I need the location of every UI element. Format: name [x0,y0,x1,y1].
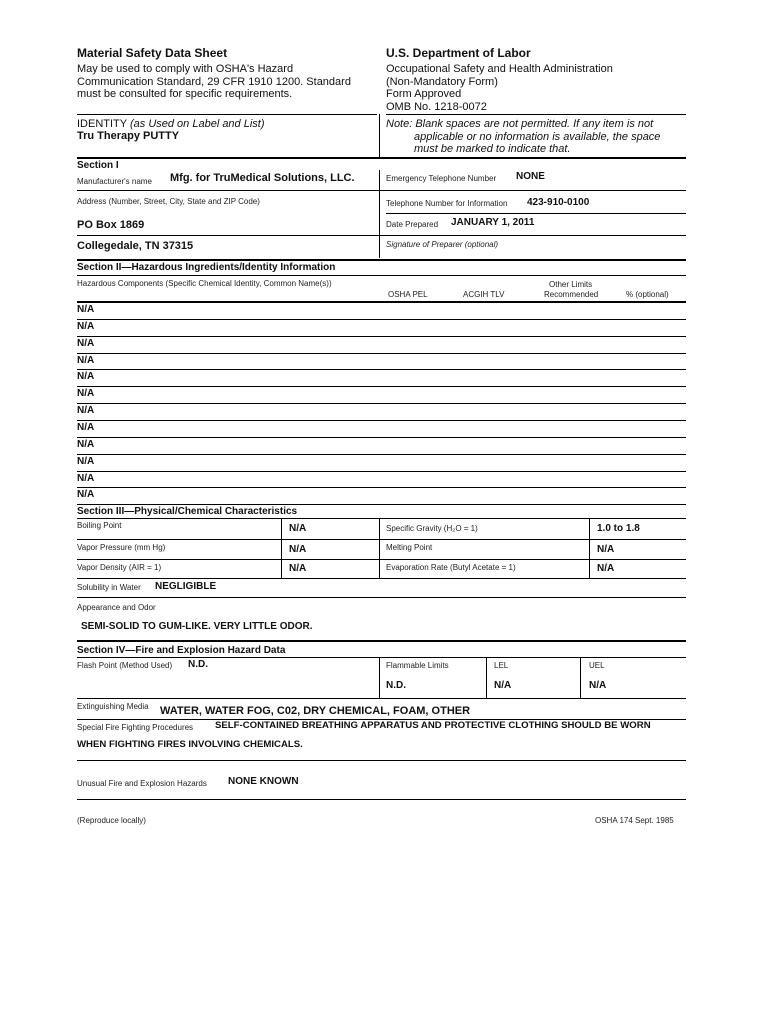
divider [77,760,686,761]
manufacturer-label: Manufacturer's name [77,177,152,186]
date-prepared-value: JANUARY 1, 2011 [451,217,535,228]
row-divider [77,437,686,438]
emergency-phone-label: Emergency Telephone Number [386,174,497,183]
row-divider [77,353,686,354]
section-4-title: Section IV—Fire and Explosion Hazard Data [77,645,286,656]
divider [77,597,686,598]
identity-value: Tru Therapy PUTTY [77,130,180,142]
row-divider [77,319,686,320]
section-3-title: Section III—Physical/Chemical Characteristics [77,506,298,517]
ingredient-row: N/A [77,438,95,450]
vapor-pressure-value: N/A [289,544,307,555]
department-title: U.S. Department of Labor [386,46,531,60]
lel-value: N/A [494,680,512,691]
col-other-limits: Other Limits [549,280,593,289]
ingredient-row: N/A [77,421,95,433]
ingredient-row: N/A [77,405,95,417]
row-divider [77,336,686,337]
row-divider [77,487,686,488]
note-line-2: applicable or no information is available, the space [414,130,661,143]
divider [379,114,380,159]
unusual-hazards-label: Unusual Fire and Explosion Hazards [77,779,207,788]
col-percent: % (optional) [626,290,669,299]
address-line-2: Collegedale, TN 37315 [77,240,194,252]
melting-point-value: N/A [597,544,615,555]
address-label: Address (Number, Street, City, State and ZIP Code) [77,197,260,206]
divider [77,799,686,800]
divider [77,578,686,579]
divider [77,518,686,519]
uel-label: UEL [589,661,605,670]
header-intro-line-3: must be consulted for specific requirements. [77,88,293,100]
ingredient-row: N/A [77,489,95,501]
section-2-title: Section II—Hazardous Ingredients/Identity Information [77,262,336,273]
divider [386,213,686,214]
solubility-value: NEGLIGIBLE [155,581,217,592]
divider [77,114,377,115]
note-line-1: Note: Blank spaces are not permitted. If any item is not [386,118,654,130]
manufacturer-value: Mfg. for TruMedical Solutions, LLC. [170,172,355,184]
divider [77,301,686,303]
agency-line-1: Occupational Safety and Health Administration [386,63,613,75]
divider [281,518,282,579]
divider [77,559,686,560]
row-divider [77,454,686,455]
divider [379,657,380,698]
section-1-title: Section I [77,160,119,171]
info-phone-label: Telephone Number for Information [386,199,508,208]
specific-gravity-label: Specific Gravity (H₂O = 1) [386,524,478,533]
col-recommended: Recommended [544,290,599,299]
section-divider [77,157,686,159]
col-osha-pel: OSHA PEL [388,290,428,299]
evaporation-rate-label: Evaporation Rate (Butyl Acetate = 1) [386,563,516,572]
date-prepared-label: Date Prepared [386,220,439,229]
note-line-3: must be marked to indicate that. [414,143,571,155]
flash-point-label: Flash Point (Method Used) [77,661,173,670]
header-intro-line-2: Communication Standard, 29 CFR 1910 1200. Standard [77,75,351,88]
row-divider [77,420,686,421]
vapor-density-value: N/A [289,563,307,574]
divider [77,698,686,699]
row-divider [77,403,686,404]
flammable-limits-value: N.D. [386,680,406,691]
col-acgih-tlv: ACGIH TLV [463,290,505,299]
ingredient-row: N/A [77,304,95,315]
row-divider [77,471,686,472]
ingredient-row: N/A [77,455,95,467]
uel-value: N/A [589,680,607,691]
ingredient-row: N/A [77,371,95,383]
identity-label: IDENTITY (as Used on Label and List) [77,118,265,130]
ingredient-row: N/A [77,337,95,349]
evaporation-rate-value: N/A [597,563,615,574]
header-intro-line-1: May be used to comply with OSHA's Hazard [77,63,294,75]
lel-label: LEL [494,661,509,670]
divider [589,518,590,579]
agency-line-3: Form Approved [386,88,462,100]
form-title: Material Safety Data Sheet [77,46,228,60]
divider [580,657,581,698]
extinguishing-media-label: Extinguishing Media [77,702,149,711]
agency-line-2: (Non-Mandatory Form) [386,75,498,88]
divider [77,190,686,191]
special-procedures-value-1: SELF-CONTAINED BREATHING APPARATUS AND PROTECTIVE CLOTHING SHOULD BE WORN [215,720,651,731]
flammable-limits-label: Flammable Limits [386,661,449,670]
boiling-point-label: Boiling Point [77,521,122,530]
agency-line-4: OMB No. 1218-0072 [386,100,487,113]
solubility-label: Solubility in Water [77,583,141,592]
melting-point-label: Melting Point [386,543,433,552]
section-divider [77,640,686,642]
boiling-point-value: N/A [289,523,307,534]
divider [77,657,686,658]
divider [386,114,686,115]
divider [77,275,686,276]
ingredient-row: N/A [77,320,95,332]
vapor-pressure-label: Vapor Pressure (mm Hg) [77,543,166,552]
address-line-1: PO Box 1869 [77,219,145,231]
emergency-phone-value: NONE [516,171,545,182]
appearance-value: SEMI-SOLID TO GUM-LIKE. VERY LITTLE ODOR. [81,621,313,632]
row-divider [77,369,686,370]
divider [379,170,380,258]
divider [486,657,487,698]
appearance-label: Appearance and Odor [77,603,156,612]
unusual-hazards-value: NONE KNOWN [228,776,299,787]
flash-point-value: N.D. [188,659,208,670]
footer-reproduce: (Reproduce locally) [77,816,146,825]
signature-label: Signature of Preparer (optional) [386,240,499,249]
divider [77,539,686,540]
special-procedures-value-2: WHEN FIGHTING FIRES INVOLVING CHEMICALS. [77,739,303,750]
special-procedures-label: Special Fire Fighting Procedures [77,723,194,732]
divider [77,235,686,236]
extinguishing-media-value: WATER, WATER FOG, C02, DRY CHEMICAL, FOAM, OTHER [160,705,471,717]
specific-gravity-value: 1.0 to 1.8 [597,523,640,534]
row-divider [77,386,686,387]
ingredient-row: N/A [77,354,95,366]
info-phone-value: 423-910-0100 [527,197,590,208]
hazardous-components-label: Hazardous Components (Specific Chemical Identity, Common Name(s)) [77,279,332,288]
vapor-density-label: Vapor Density (AIR = 1) [77,563,162,572]
footer-form-number: OSHA 174 Sept. 1985 [595,816,674,825]
divider [379,518,380,579]
ingredient-row: N/A [77,388,95,400]
ingredient-row: N/A [77,472,95,484]
section-divider [77,259,686,261]
